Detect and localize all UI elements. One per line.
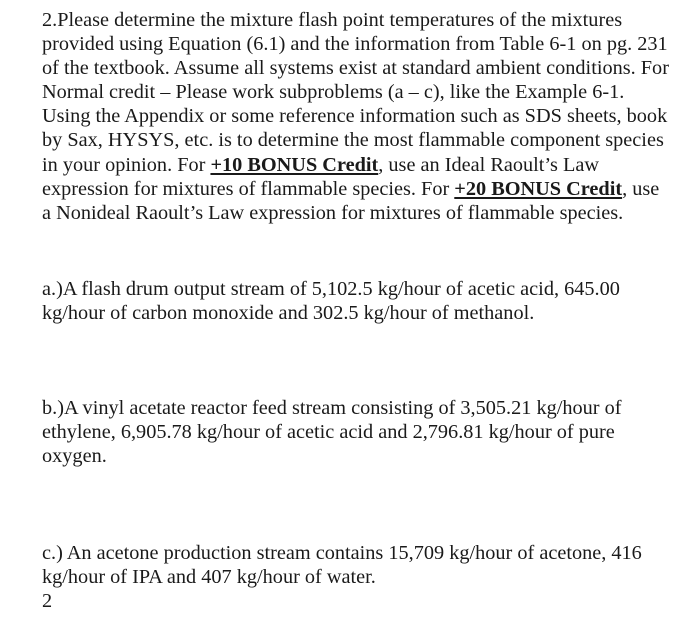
question-mid: , use an Ideal Raoult’s Law expression for mixtures of flammable species. For [42, 153, 600, 200]
question-end: , use a Nonideal Raoult’s Law expression for mixtures of flammable species. [42, 177, 660, 224]
subproblem-a-text: a.)A flash drum output stream of 5,102.5 kg/hour of acetic acid, 645.00 kg/hour of carbon monoxide and 302.5 kg/hour of methanol. [42, 278, 620, 325]
bonus-10-credit: +10 BONUS Credit [210, 153, 379, 176]
bonus-20-credit: +20 BONUS Credit [454, 177, 623, 200]
subproblem-c [42, 541, 672, 613]
question-2-text [42, 8, 672, 225]
question-intro: 2.Please determine the mixture flash point temperatures of the mixtures provided using Equation (6.1) and the information from Table 6-1 on pg. 231 of the textbook. Assume all systems exist at standard ambient conditions. For Normal credit – Please work subproblems (a – c), like the Example 6-1. Using the Appendix or some reference information such as SDS sheets, book by Sax, HYSYS, etc. is to determine the most flammable component species in your opinion. For [42, 9, 669, 176]
page-number: 2 [42, 590, 53, 613]
subproblem-a [42, 277, 672, 325]
subproblem-c-text: c.) An acetone production stream contains 15,709 kg/hour of acetone, 416 kg/hour of IPA and 407 kg/hour of water. [42, 542, 642, 589]
subproblem-b-text: b.)A vinyl acetate reactor feed stream consisting of 3,505.21 kg/hour of ethylene, 6,905.78 kg/hour of acetic acid and 2,796.81 kg/hour of pure oxygen. [42, 397, 622, 468]
document-page [42, 8, 672, 225]
subproblem-b [42, 396, 672, 468]
